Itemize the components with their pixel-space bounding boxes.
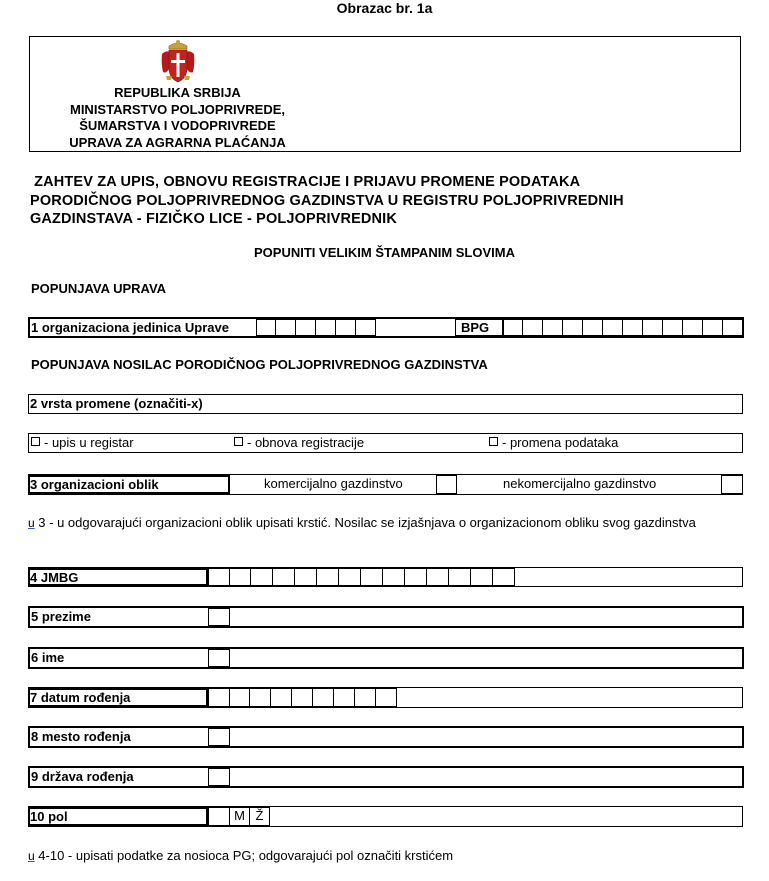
field-birth-country: [28, 766, 744, 788]
org-line: MINISTARSTVO POLJOPRIVREDE,: [69, 101, 285, 117]
request-title: [30, 173, 730, 229]
field-first-name: [28, 647, 744, 669]
request-title-line: PORODIČNOG POLJOPRIVREDNOG GAZDINSTVA U REGISTRU POLJOPRIVREDNIH: [30, 192, 624, 209]
field-org-unit: [28, 317, 744, 338]
option-label: - promena podataka: [502, 435, 619, 450]
section-holder-heading: POPUNJAVA NOSILAC PORODIČNOG POLJOPRIVREDNOG GAZDINSTVA: [31, 357, 488, 372]
option-label: - upis u registar: [44, 435, 134, 450]
field-label: 8 mesto rođenja: [31, 729, 131, 744]
checkbox-icon: [31, 437, 40, 446]
organization-name: [40, 85, 315, 151]
field-label: 1 organizaciona jedinica Uprave: [31, 320, 229, 335]
field-label: 4 JMBG: [30, 570, 79, 585]
form-number: Obrazac br. 1a: [336, 0, 433, 16]
jmbg-label-cell: [28, 568, 208, 586]
jmbg-digit-cells[interactable]: [229, 568, 515, 586]
field-label: 3 organizacioni oblik: [30, 477, 159, 492]
gender-label-cell: [28, 807, 208, 826]
org-line: UPRAVA ZA AGRARNA PLAĆANJA: [69, 134, 286, 150]
note-marker: u: [28, 516, 35, 530]
request-title-line: ZAHTEV ZA UPIS, OBNOVU REGISTRACIJE I PRIJAVU PROMENE PODATAKA: [30, 174, 581, 190]
spacer-cell: [208, 688, 230, 707]
option-data-change[interactable]: [489, 435, 618, 450]
note-text: 3 - u odgovarajući organizacioni oblik upisati krstić. Nosilac se izjašnjava o organizacionom obliku svog gazdinstva: [34, 515, 696, 530]
spacer-cell: [208, 807, 230, 826]
spacer-cell: [208, 768, 230, 786]
spacer-cell: [208, 728, 230, 746]
birth-date-label-cell: [28, 688, 208, 707]
commercial-label: komercijalno gazdinstvo: [264, 476, 403, 491]
field-label: 6 ime: [31, 650, 65, 665]
org-line: REPUBLIKA SRBIJA: [114, 85, 241, 100]
field-label: 7 datum rođenja: [30, 690, 131, 705]
field-gender: [28, 806, 743, 827]
checkbox-icon: [489, 437, 498, 446]
note-text: 4-10 - upisati podatke za nosioca PG; odgovarajući pol označiti krstićem: [34, 848, 454, 863]
spacer-cell: [208, 649, 230, 667]
field-birth-place: [28, 726, 744, 748]
option-registration[interactable]: [31, 435, 134, 450]
spacer-cell: [208, 608, 230, 626]
change-type-options: [28, 433, 743, 453]
field-jmbg: [28, 567, 743, 587]
note-field-3: [28, 515, 728, 531]
noncommercial-checkbox[interactable]: [721, 475, 743, 494]
field-label: 10 pol: [30, 809, 68, 824]
first-name-input[interactable]: [230, 649, 742, 667]
option-renewal[interactable]: [234, 435, 364, 450]
bpg-number-cells[interactable]: [503, 319, 744, 336]
commercial-checkbox[interactable]: [436, 475, 457, 494]
field-birth-date: [28, 687, 743, 708]
bpg-label-cell: [455, 319, 503, 336]
birth-date-cells[interactable]: [229, 688, 397, 707]
bpg-label: BPG: [461, 320, 490, 335]
field-label: 2 vrsta promene (označiti-x): [30, 396, 203, 411]
field-change-type: [28, 394, 743, 414]
note-fields-4-10: [28, 848, 728, 864]
org-unit-code-cells[interactable]: [256, 319, 376, 336]
field-surname: [28, 606, 744, 628]
field-label: 5 prezime: [31, 609, 91, 624]
section-admin-heading: POPUNJAVA UPRAVA: [31, 281, 167, 296]
birth-country-input[interactable]: [230, 768, 742, 786]
surname-input[interactable]: [230, 608, 742, 626]
spacer-cell: [208, 568, 230, 586]
org-line: ŠUMARSTVA I VODOPRIVREDE: [79, 118, 276, 133]
field-org-form: [28, 474, 743, 495]
option-label: - obnova registracije: [247, 435, 365, 450]
note-marker: u: [28, 849, 35, 863]
gender-female-checkbox[interactable]: Ž: [249, 807, 270, 826]
checkbox-icon: [234, 437, 243, 446]
fill-instruction: POPUNITI VELIKIM ŠTAMPANIM SLOVIMA: [254, 245, 515, 260]
gender-male-checkbox[interactable]: M: [229, 807, 250, 826]
org-form-label-cell: [28, 475, 230, 494]
noncommercial-label: nekomercijalno gazdinstvo: [503, 476, 657, 491]
birth-place-input[interactable]: [230, 728, 742, 746]
field-label: 9 država rođenja: [31, 769, 134, 784]
serbian-coat-of-arms-icon: [160, 38, 196, 84]
request-title-line: GAZDINSTAVA - FIZIČKO LICE - POLJOPRIVREDNIK: [30, 211, 397, 227]
